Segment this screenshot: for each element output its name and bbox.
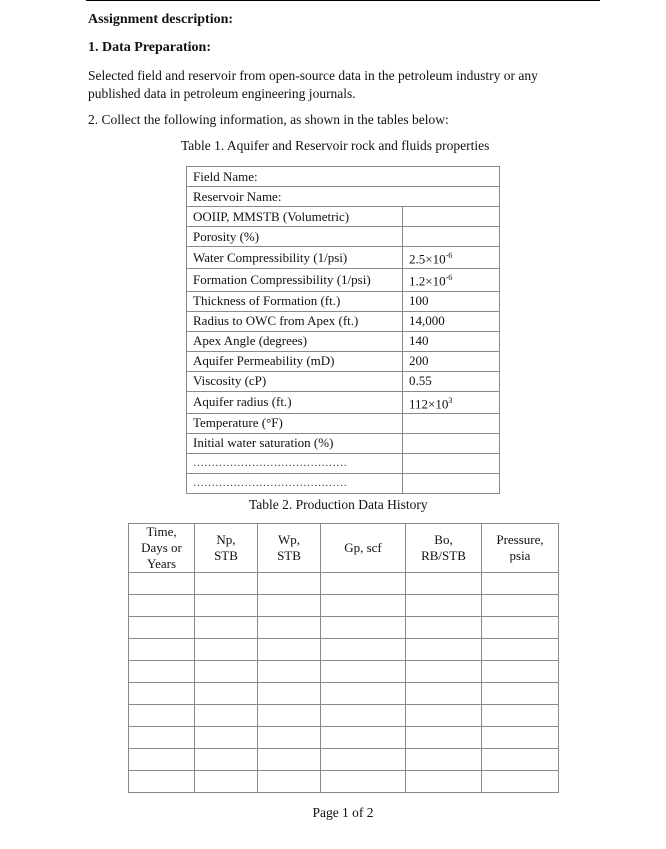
table-row bbox=[187, 167, 500, 187]
top-rule bbox=[86, 0, 600, 1]
table-row bbox=[187, 187, 500, 207]
value-base: 2.5×10 bbox=[409, 251, 446, 267]
empty-cell bbox=[258, 595, 321, 617]
header-line: Wp, bbox=[277, 532, 301, 547]
empty-cell bbox=[258, 639, 321, 661]
empty-cell bbox=[321, 617, 406, 639]
table-row bbox=[129, 771, 559, 793]
table-row bbox=[187, 269, 500, 291]
header-line: Np, bbox=[216, 532, 236, 547]
empty-cell bbox=[195, 705, 258, 727]
field-name-label: Field Name: bbox=[187, 167, 500, 187]
empty-cell bbox=[321, 639, 406, 661]
empty-cell bbox=[321, 727, 406, 749]
empty-cell bbox=[195, 617, 258, 639]
property-label: Formation Compressibility (1/psi) bbox=[187, 269, 403, 291]
header-line: Pressure, bbox=[496, 532, 544, 547]
table-row bbox=[187, 473, 500, 493]
property-label: Water Compressibility (1/psi) bbox=[187, 247, 403, 269]
value-exponent: 3 bbox=[448, 395, 453, 405]
empty-cell bbox=[321, 749, 406, 771]
header-line: Years bbox=[146, 556, 176, 571]
empty-cell bbox=[258, 617, 321, 639]
reservoir-name-label: Reservoir Name: bbox=[187, 187, 500, 207]
empty-cell bbox=[321, 661, 406, 683]
intro-line-1: Selected field and reservoir from open-source data in the petroleum industry or any bbox=[88, 68, 538, 83]
empty-cell bbox=[482, 617, 559, 639]
empty-cell bbox=[258, 705, 321, 727]
empty-cell bbox=[482, 595, 559, 617]
empty-cell bbox=[258, 661, 321, 683]
empty-cell bbox=[129, 705, 195, 727]
empty-cell bbox=[406, 705, 482, 727]
table2-caption: Table 2. Production Data History bbox=[249, 497, 428, 512]
empty-cell bbox=[129, 617, 195, 639]
empty-cell bbox=[258, 727, 321, 749]
table-row bbox=[129, 595, 559, 617]
table-row bbox=[187, 331, 500, 351]
column-header bbox=[321, 524, 406, 573]
empty-cell bbox=[129, 595, 195, 617]
property-value bbox=[403, 391, 500, 413]
table-row bbox=[187, 413, 500, 433]
empty-cell bbox=[321, 573, 406, 595]
value-base: 112×10 bbox=[409, 395, 449, 411]
property-label: Thickness of Formation (ft.) bbox=[187, 291, 403, 311]
empty-cell bbox=[406, 683, 482, 705]
table1-properties bbox=[186, 166, 500, 494]
property-value bbox=[403, 227, 500, 247]
table-row bbox=[187, 207, 500, 227]
page-number: Page 1 of 2 bbox=[312, 805, 374, 820]
column-header bbox=[258, 524, 321, 573]
empty-cell bbox=[195, 595, 258, 617]
property-value bbox=[403, 453, 500, 473]
table-row bbox=[129, 639, 559, 661]
empty-cell bbox=[129, 727, 195, 749]
empty-cell bbox=[482, 771, 559, 793]
property-value: 0.55 bbox=[403, 371, 500, 391]
table-row bbox=[129, 727, 559, 749]
header-line: RB/STB bbox=[421, 548, 466, 563]
empty-cell bbox=[129, 573, 195, 595]
property-value bbox=[403, 247, 500, 269]
header-line: Days or bbox=[141, 540, 182, 555]
empty-cell bbox=[321, 683, 406, 705]
header-line: STB bbox=[214, 548, 238, 563]
value-exponent: -6 bbox=[445, 251, 453, 260]
empty-cell bbox=[195, 727, 258, 749]
empty-cell bbox=[482, 727, 559, 749]
table-row bbox=[129, 573, 559, 595]
empty-cell bbox=[129, 661, 195, 683]
empty-cell bbox=[482, 639, 559, 661]
property-label: Temperature (°F) bbox=[187, 413, 403, 433]
empty-cell bbox=[258, 771, 321, 793]
table-row bbox=[187, 227, 500, 247]
empty-cell bbox=[258, 749, 321, 771]
empty-cell bbox=[406, 771, 482, 793]
header-line: psia bbox=[509, 548, 531, 563]
table-row bbox=[187, 351, 500, 371]
empty-cell bbox=[195, 573, 258, 595]
property-value: 100 bbox=[403, 291, 500, 311]
property-label: …………………………………… bbox=[187, 453, 403, 473]
property-value bbox=[403, 413, 500, 433]
table-row bbox=[129, 705, 559, 727]
empty-cell bbox=[129, 771, 195, 793]
property-label: Aquifer radius (ft.) bbox=[187, 391, 403, 413]
property-label: …………………………………… bbox=[187, 473, 403, 493]
property-value bbox=[403, 473, 500, 493]
table-row bbox=[129, 661, 559, 683]
value-exponent: -6 bbox=[445, 273, 453, 283]
assignment-heading: Assignment description: bbox=[88, 12, 234, 27]
empty-cell bbox=[321, 771, 406, 793]
data-preparation-heading: 1. Data Preparation: bbox=[88, 40, 211, 55]
table2-header-row bbox=[129, 524, 559, 573]
empty-cell bbox=[482, 661, 559, 683]
property-value: 200 bbox=[403, 351, 500, 371]
empty-cell bbox=[406, 749, 482, 771]
empty-cell bbox=[129, 749, 195, 771]
header-line: Time, bbox=[146, 524, 177, 539]
property-value bbox=[403, 207, 500, 227]
empty-cell bbox=[406, 661, 482, 683]
empty-cell bbox=[195, 661, 258, 683]
column-header bbox=[406, 524, 482, 573]
property-label: Initial water saturation (%) bbox=[187, 433, 403, 453]
empty-cell bbox=[406, 573, 482, 595]
empty-cell bbox=[195, 749, 258, 771]
empty-cell bbox=[258, 573, 321, 595]
property-label: Apex Angle (degrees) bbox=[187, 331, 403, 351]
table-row bbox=[187, 311, 500, 331]
column-header bbox=[195, 524, 258, 573]
table-row bbox=[129, 617, 559, 639]
empty-cell bbox=[195, 771, 258, 793]
table-row bbox=[187, 371, 500, 391]
intro-paragraph bbox=[88, 67, 578, 103]
empty-cell bbox=[195, 683, 258, 705]
header-line: Gp, scf bbox=[344, 540, 382, 555]
empty-cell bbox=[129, 683, 195, 705]
empty-cell bbox=[406, 617, 482, 639]
empty-cell bbox=[406, 639, 482, 661]
collect-paragraph: 2. Collect the following information, as shown in the tables below: bbox=[88, 112, 449, 127]
property-value bbox=[403, 433, 500, 453]
property-label: Radius to OWC from Apex (ft.) bbox=[187, 311, 403, 331]
property-label: Aquifer Permeability (mD) bbox=[187, 351, 403, 371]
empty-cell bbox=[482, 749, 559, 771]
empty-cell bbox=[321, 705, 406, 727]
empty-cell bbox=[482, 573, 559, 595]
value-base: 1.2×10 bbox=[409, 273, 446, 289]
table2-production-history bbox=[128, 523, 559, 793]
empty-cell bbox=[321, 595, 406, 617]
column-header bbox=[129, 524, 195, 573]
table-row bbox=[129, 749, 559, 771]
empty-cell bbox=[406, 727, 482, 749]
empty-cell bbox=[482, 705, 559, 727]
intro-line-2: published data in petroleum engineering journals. bbox=[88, 86, 356, 101]
property-value: 14,000 bbox=[403, 311, 500, 331]
property-value bbox=[403, 269, 500, 291]
empty-cell bbox=[195, 639, 258, 661]
table-row bbox=[187, 247, 500, 269]
empty-cell bbox=[129, 639, 195, 661]
table-row bbox=[187, 433, 500, 453]
header-line: STB bbox=[277, 548, 301, 563]
property-label: Viscosity (cP) bbox=[187, 371, 403, 391]
property-value: 140 bbox=[403, 331, 500, 351]
table-row bbox=[187, 291, 500, 311]
header-line: Bo, bbox=[434, 532, 453, 547]
table-row bbox=[129, 683, 559, 705]
empty-cell bbox=[406, 595, 482, 617]
empty-cell bbox=[482, 683, 559, 705]
property-label: OOIIP, MMSTB (Volumetric) bbox=[187, 207, 403, 227]
column-header bbox=[482, 524, 559, 573]
empty-cell bbox=[258, 683, 321, 705]
property-label: Porosity (%) bbox=[187, 227, 403, 247]
table-row bbox=[187, 391, 500, 413]
table-row bbox=[187, 453, 500, 473]
table1-caption: Table 1. Aquifer and Reservoir rock and fluids properties bbox=[181, 138, 490, 153]
